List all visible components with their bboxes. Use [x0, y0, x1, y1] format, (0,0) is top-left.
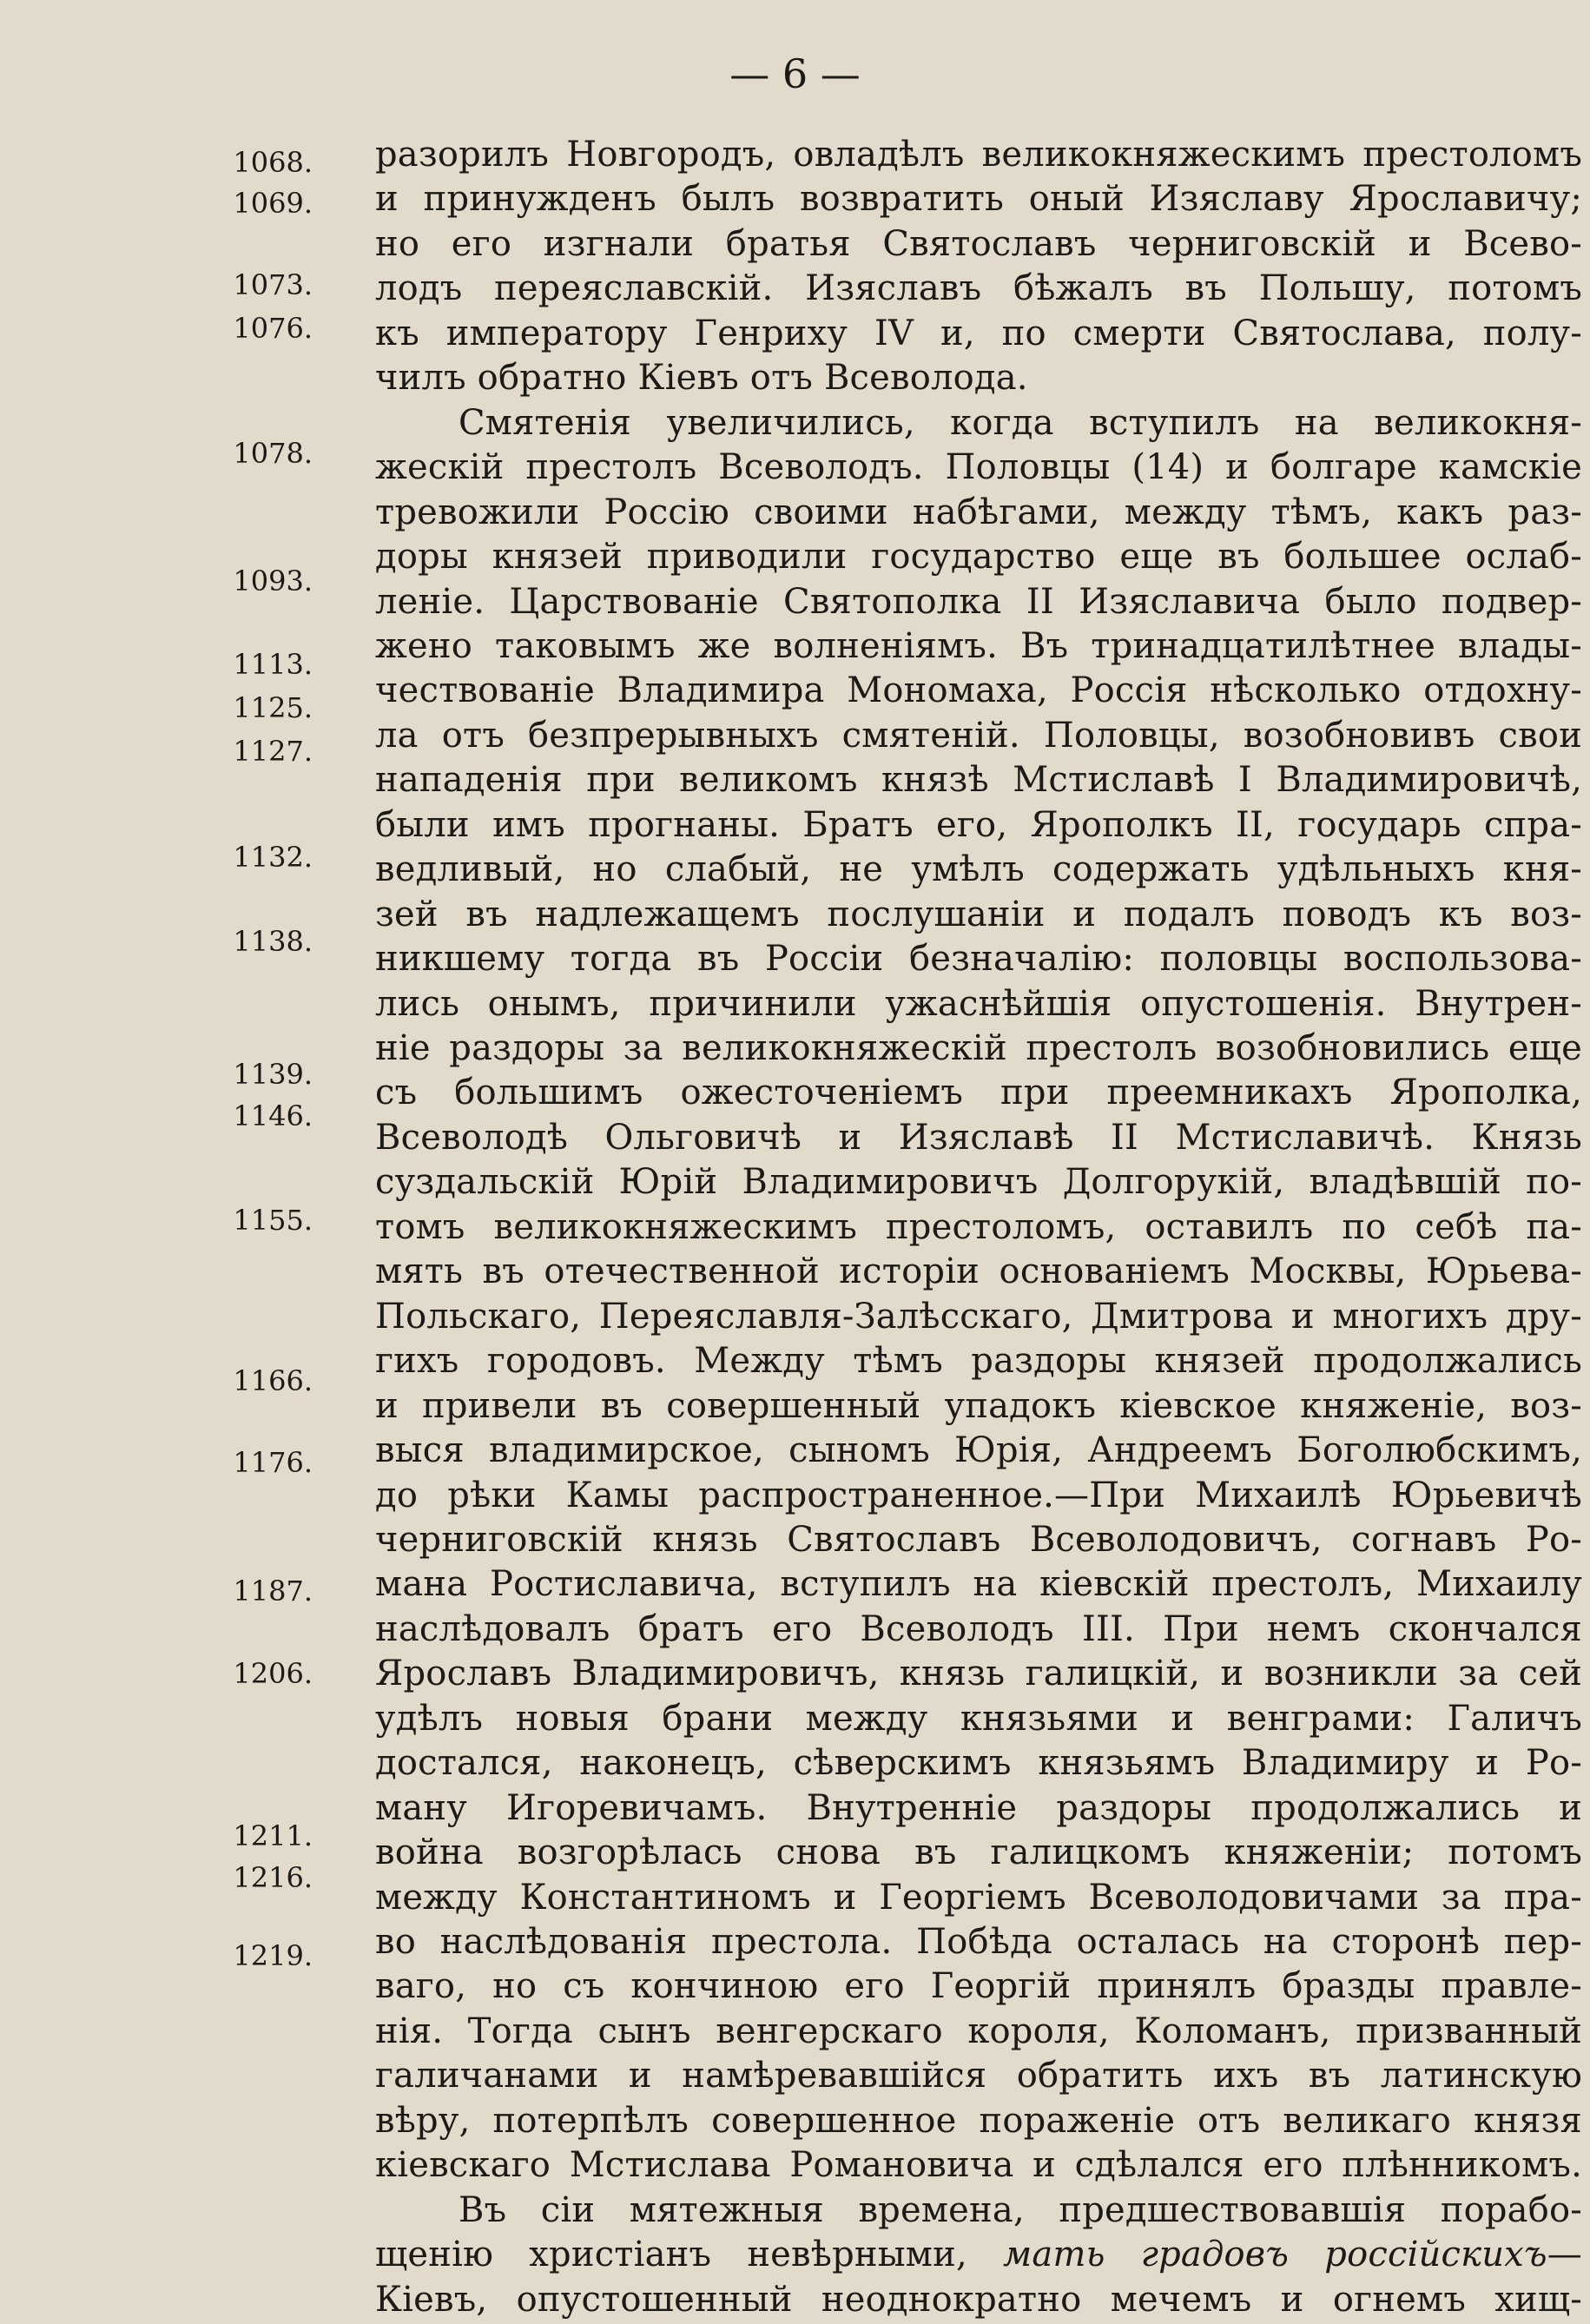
text-line: Въ сіи мятежныя времена, предшествовавшія порабо- — [459, 2190, 1582, 2230]
margin-year: 1125. — [233, 691, 313, 724]
text-line: Польскаго, Переяславля-Залѣсскаго, Дмитрова и многихъ дру- — [375, 1297, 1582, 1337]
text-line: ваго, но съ кончиною его Георгій принялъ бразды правле- — [375, 1966, 1582, 2006]
text-line: выся владимирское, сыномъ Юрія, Андреемъ Боголюбскимъ, — [375, 1430, 1582, 1470]
margin-year: 1138. — [233, 925, 313, 958]
margin-year: 1069. — [233, 187, 313, 220]
margin-year: 1176. — [233, 1446, 313, 1479]
italic-quote: мать градовъ россійскихъ — [1003, 2235, 1547, 2274]
margin-year: 1166. — [233, 1364, 313, 1397]
text-line: жено таковымъ же волненіямъ. Въ тринадцатилѣтнее влады- — [375, 626, 1582, 666]
text-line: достался, наконецъ, сѣверскимъ князьямъ Владимиру и Ро- — [375, 1743, 1582, 1783]
text-line: во наслѣдованія престола. Побѣда осталась на сторонѣ пер- — [375, 1922, 1582, 1962]
text-segment: щенію христіанъ невѣрными, — [375, 2235, 1004, 2274]
margin-year: 1093. — [233, 564, 313, 598]
text-line: мять въ отечественной исторіи основаніемъ Москвы, Юрьева- — [375, 1251, 1582, 1291]
text-line: были имъ прогнаны. Братъ его, Ярополкъ II, государь спра- — [375, 805, 1582, 845]
text-line: жескій престолъ Всеволодъ. Половцы (14) и болгаре камскіе — [375, 447, 1582, 487]
text-line: война возгорѣлась снова въ галицкомъ княженіи; потомъ — [375, 1832, 1582, 1872]
text-line: къ императору Генриху IV и, по смерти Святослава, полу- — [375, 314, 1582, 353]
text-line: Ярославъ Владимировичъ, князь галицкій, и возникли за сей — [375, 1654, 1582, 1693]
text-line: тревожили Россію своими набѣгами, между тѣмъ, какъ раз- — [375, 492, 1582, 532]
text-line: разорилъ Новгородъ, овладѣлъ великокняжескимъ престоломъ — [375, 135, 1582, 175]
text-line: черниговскій князь Святославъ Всеволодовичъ, согнавъ Ро- — [375, 1520, 1582, 1560]
text-segment: — — [1547, 2235, 1582, 2274]
text-line: лодъ переяславскій. Изяславъ бѣжалъ въ Польшу, потомъ — [375, 268, 1582, 308]
text-line: суздальскій Юрій Владимировичъ Долгорукій, владѣвшій по- — [375, 1162, 1582, 1202]
text-line: вѣру, потерпѣлъ совершенное пораженіе отъ великаго князя — [375, 2101, 1582, 2141]
text-line: мана Ростиславича, вступилъ на кіевскій престолъ, Михаилу — [375, 1564, 1582, 1604]
margin-year: 1127. — [233, 735, 313, 768]
margin-year: 1113. — [233, 648, 313, 681]
text-line: доры князей приводили государство еще въ большее ослаб- — [375, 537, 1582, 577]
text-line: наслѣдовалъ братъ его Всеволодъ III. При немъ скончался — [375, 1609, 1582, 1649]
margin-year: 1155. — [233, 1204, 313, 1237]
text-line: ніе раздоры за великокняжескій престолъ возобновились еще — [375, 1028, 1582, 1068]
text-line: томъ великокняжескимъ престоломъ, оставилъ по себѣ па- — [375, 1207, 1582, 1247]
text-line: никшему тогда въ Россіи безначалію: половцы воспользова- — [375, 939, 1582, 979]
text-line: Всеволодѣ Ольговичѣ и Изяславѣ II Мстиславичѣ. Князь — [375, 1118, 1582, 1158]
margin-year: 1076. — [233, 312, 313, 345]
margin-year: 1068. — [233, 146, 313, 179]
margin-year: 1211. — [233, 1819, 313, 1852]
text-line: Смятенія увеличились, когда вступилъ на великокня- — [459, 403, 1582, 443]
text-line: галичанами и намѣревавшійся обратить ихъ въ латинскую — [375, 2056, 1582, 2096]
text-line: нія. Тогда сынъ венгерскаго короля, Коломанъ, призванный — [375, 2011, 1582, 2051]
margin-year: 1187. — [233, 1575, 313, 1608]
margin-year: 1216. — [233, 1861, 313, 1894]
text-line: ведливый, но слабый, не умѣлъ содержать удѣльныхъ кня- — [375, 849, 1582, 889]
margin-year: 1219. — [233, 1939, 313, 1972]
text-line: зей въ надлежащемъ послушаніи и подалъ поводъ къ воз- — [375, 895, 1582, 934]
page-number: — 6 — — [729, 50, 861, 97]
margin-year: 1078. — [233, 437, 313, 470]
text-line: ману Игоревичамъ. Внутренніе раздоры продолжались и — [375, 1788, 1582, 1828]
text-line: между Константиномъ и Георгіемъ Всеволодовичами за пра- — [375, 1878, 1582, 1918]
text-line: и привели въ совершенный упадокъ кіевское княженіе, воз- — [375, 1386, 1582, 1426]
margin-year: 1146. — [233, 1099, 313, 1132]
text-line: чилъ обратно Кіевъ отъ Всеволода. — [375, 358, 1028, 398]
text-line: нападенія при великомъ князѣ Мстиславѣ I Владимировичѣ, — [375, 760, 1582, 800]
margin-year: 1132. — [233, 841, 313, 874]
text-line: гихъ городовъ. Между тѣмъ раздоры князей продолжались — [375, 1341, 1582, 1381]
text-line: ла отъ безпрерывныхъ смятеній. Половцы, возобновивъ свои — [375, 716, 1582, 756]
margin-year: 1139. — [233, 1058, 313, 1091]
text-line: и принужденъ былъ возвратить оный Изяславу Ярославичу; — [375, 179, 1582, 219]
text-line: кіевскаго Мстислава Романовича и сдѣлался его плѣнникомъ. — [375, 2145, 1582, 2185]
text-line: удѣлъ новыя брани между князьями и венграми: Галичъ — [375, 1699, 1582, 1739]
text-line — [375, 2230, 1582, 2279]
margin-year: 1206. — [233, 1657, 313, 1690]
text-line: лись онымъ, причинили ужаснѣйшія опустошенія. Внутрен- — [375, 984, 1582, 1024]
text-line: леніе. Царствованіе Святополка II Изяславича было подвер- — [375, 582, 1582, 622]
text-line: Кіевъ, опустошенный неоднократно мечемъ и огнемъ хищ- — [375, 2280, 1582, 2320]
margin-year: 1073. — [233, 268, 313, 301]
text-line: съ большимъ ожесточеніемъ при преемникахъ Ярополка, — [375, 1073, 1582, 1112]
text-line: но его изгнали братья Святославъ черниговскій и Всево- — [375, 224, 1582, 264]
text-line: чествованіе Владимира Мономаха, Россія нѣсколько отдохну- — [375, 670, 1582, 710]
text-line: до рѣки Камы распространенное.—При Михаилѣ Юрьевичѣ — [375, 1476, 1582, 1515]
